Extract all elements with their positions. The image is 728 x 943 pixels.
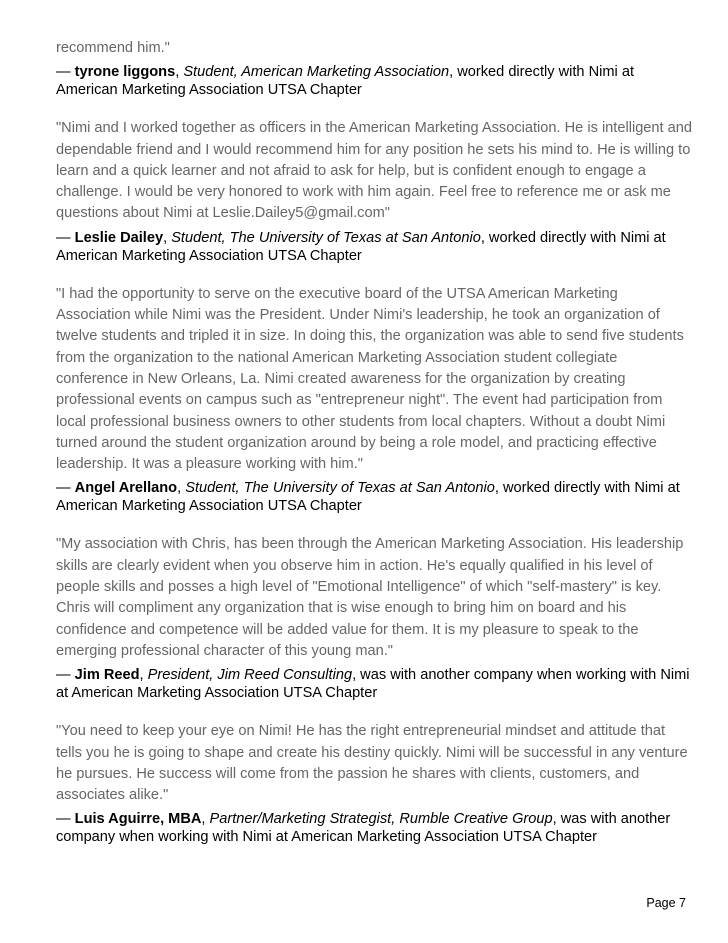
recommendation-attribution	[56, 479, 692, 515]
recommendation	[56, 534, 692, 702]
recommendation-attribution	[56, 63, 692, 99]
recommendation-quote: "I had the opportunity to serve on the executive board of the UTSA American Marketing Association while Nimi was the President. Under Nimi's leadership, he took an organization of twelve students and tripled it in size. In doing this, the organization was able to send five students from the organization to the national American Marketing Association student collegiate conference in New Orleans, La. Nimi created awareness for the organization by creating professional events on campus such as "entrepreneur night". The event had participation from local professional business owners to other students from local chapters. Without a doubt Nimi turned around the student organization around by being a role model, and practicing effective leadership. It was a pleasure working with him."	[56, 285, 684, 473]
attribution-separator: ,	[139, 667, 148, 684]
recommender-name: Leslie Dailey	[74, 229, 164, 246]
recommender-relation: , worked directly with Nimi at American Marketing Association UTSA Chapter	[56, 480, 680, 515]
recommender-name: tyrone liggons	[74, 64, 176, 81]
attribution-separator: ,	[163, 229, 172, 246]
attribution-dash: —	[56, 667, 75, 684]
attribution-dash: —	[56, 480, 75, 497]
attribution-separator: ,	[201, 811, 210, 828]
recommender-name: Jim Reed	[74, 667, 140, 684]
recommender-title: Partner/Marketing Strategist, Rumble Creative Group	[209, 811, 553, 828]
recommendation	[56, 118, 692, 264]
recommender-title: Student, The University of Texas at San Antonio	[185, 480, 495, 497]
attribution-dash: —	[56, 811, 75, 828]
recommendation-attribution	[56, 666, 692, 702]
recommendation-quote: "My association with Chris, has been through the American Marketing Association. His leadership skills are clearly evident when you observe him in action. He's equally qualified in his level of people skills and posses a high level of "Emotional Intelligence" of which "self-mastery" is key. Chris will compliment any organization that is wise enough to bring him on board and his confidence and competence will be added value for them. It is my pleasure to speak to the emerging professional character of this young man."	[56, 536, 684, 659]
attribution-separator: ,	[175, 64, 184, 81]
recommender-title: Student, American Marketing Association	[183, 64, 450, 81]
recommender-relation: , worked directly with Nimi at American Marketing Association UTSA Chapter	[56, 229, 666, 264]
attribution-separator: ,	[177, 480, 186, 497]
recommendation-attribution	[56, 810, 692, 846]
recommendation-quote: recommend him."	[56, 40, 170, 56]
recommender-relation: , worked directly with Nimi at American Marketing Association UTSA Chapter	[56, 64, 635, 99]
recommendation	[56, 284, 692, 516]
document-page	[56, 38, 692, 846]
recommendation-quote: "Nimi and I worked together as officers in the American Marketing Association. He is intelligent and dependable friend and I would recommend him for any position he sets his mind to. He is willing to learn and a quick learner and not afraid to ask for help, but is confident enough to engage a challenge. I would be very honored to work with him again. Feel free to reference me or ask me questions about Nimi at Leslie.Dailey5@gmail.com"	[56, 120, 693, 222]
recommender-name: Angel Arellano	[74, 480, 178, 497]
recommendation-quote: "You need to keep your eye on Nimi! He has the right entrepreneurial mindset and attitude that tells you he is going to shape and create his destiny quickly. Nimi will be successful in any venture he pursues. He success will come from the passion he shares with clients, customers, and associates alike."	[56, 723, 688, 804]
recommendation	[56, 38, 692, 99]
recommender-relation: , was with another company when working with Nimi at American Marketing Association UTSA Chapter	[56, 667, 690, 702]
recommender-title: Student, The University of Texas at San Antonio	[171, 229, 481, 246]
recommender-title: President, Jim Reed Consulting	[147, 667, 353, 684]
attribution-dash: —	[56, 64, 75, 81]
attribution-dash: —	[56, 229, 75, 246]
recommender-relation: , was with another company when working with Nimi at American Marketing Association UTSA Chapter	[56, 811, 671, 846]
recommendation-attribution	[56, 229, 692, 265]
recommender-name: Luis Aguirre, MBA	[74, 811, 202, 828]
recommendation	[56, 721, 692, 846]
page-number: Page 7	[646, 896, 686, 910]
